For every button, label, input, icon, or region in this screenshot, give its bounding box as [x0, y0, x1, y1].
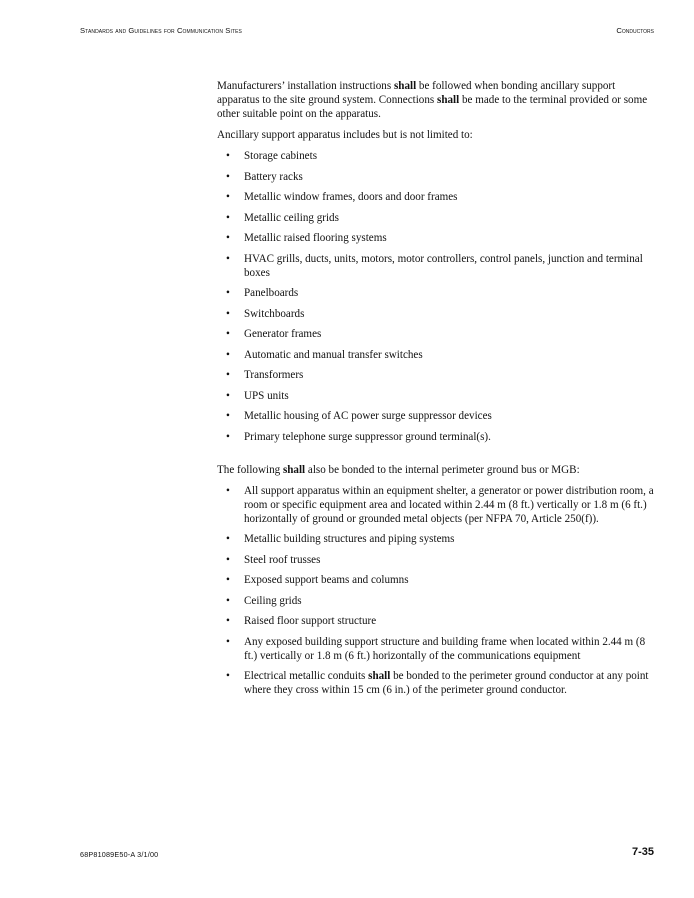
- list-item: [217, 553, 655, 567]
- intro-paragraph: [217, 79, 655, 121]
- header-document-title: Standards and Guidelines for Communication Sites: [80, 26, 242, 35]
- intro-shall-1: shall: [393, 80, 417, 92]
- lead-in-shall: shall: [282, 463, 306, 476]
- list1-lead-in: Ancillary support apparatus includes but is not limited to:: [217, 129, 473, 141]
- list-item: [217, 635, 655, 663]
- list-item-text: Metallic housing of AC power surge suppressor devices: [244, 410, 492, 422]
- bullet-icon: •: [226, 574, 230, 586]
- header-section-title: Conductors: [616, 26, 654, 35]
- list-item: [217, 669, 655, 697]
- list-item-text: be bonded to the perimeter ground conductor at any point where they cross within 15 cm (6 in.) of the perimeter ground conductor.: [244, 670, 649, 696]
- list-item-text: Panelboards: [244, 287, 299, 299]
- list-item: [217, 348, 655, 362]
- list-item-text: Automatic and manual transfer switches: [244, 348, 423, 361]
- bullet-icon: •: [226, 287, 230, 299]
- bullet-icon: •: [226, 369, 230, 381]
- list-item-text: Electrical metallic conduits: [244, 670, 369, 682]
- bullet-icon: •: [226, 170, 230, 183]
- bullet-icon: •: [226, 348, 230, 361]
- bullet-icon: •: [226, 150, 230, 162]
- bullet-icon: •: [226, 389, 230, 402]
- bullet-icon: •: [226, 553, 230, 566]
- list-item-text: Any exposed building support structure and building frame when located within 2.44 m (8 ft.) vertically or 1.8 m (6 ft.) horizontally of the communications equipment: [244, 635, 646, 662]
- list-item-text: Exposed support beams and columns: [244, 574, 409, 586]
- list-item-text: Storage cabinets: [244, 150, 318, 162]
- list-item-text: Switchboards: [244, 307, 305, 320]
- list-item: [217, 327, 655, 341]
- list-item: [217, 149, 655, 163]
- list-item: [217, 286, 655, 300]
- ancillary-apparatus-list: [217, 149, 655, 444]
- list-item: [217, 170, 655, 184]
- bullet-icon: •: [226, 232, 230, 244]
- list-item: [217, 614, 655, 628]
- list-item: [217, 368, 655, 382]
- lead-in-text: also be bonded to the internal perimeter ground bus or MGB:: [305, 463, 580, 476]
- intro-shall-2: shall: [437, 94, 460, 106]
- list-item-text: All support apparatus within an equipment shelter, a generator or power distribution room, a room or specific equipment area and located within 2.44 m (8 ft.) vertically or 1.8 m (6 ft.) horizontally of ground or grounded metal objects (per NFPA 70, Article 250(f)).: [244, 484, 654, 525]
- list-item: [217, 252, 655, 280]
- list-item-text: UPS units: [244, 389, 289, 402]
- list-item: [217, 484, 655, 526]
- section-spacer: [217, 451, 655, 463]
- intro-text: be followed when bonding ancillary support apparatus to the site ground system. Connections: [217, 80, 616, 106]
- list-item-text: Steel roof trusses: [244, 553, 321, 566]
- bullet-icon: •: [226, 430, 230, 443]
- list-item: [217, 389, 655, 403]
- list-item-text: Generator frames: [244, 328, 322, 340]
- bullet-icon: •: [226, 594, 230, 607]
- list-item-text: Primary telephone surge suppressor ground terminal(s).: [244, 430, 491, 443]
- list-item: [217, 594, 655, 608]
- bonding-items-list: [217, 484, 655, 698]
- list-item: [217, 190, 655, 204]
- bullet-icon: •: [226, 328, 230, 340]
- list-item-text: HVAC grills, ducts, units, motors, motor controllers, control panels, junction and terminal boxes: [244, 252, 643, 279]
- list-item-text: Battery racks: [244, 170, 303, 183]
- bullet-icon: •: [226, 484, 230, 497]
- bullet-icon: •: [226, 307, 230, 320]
- list-item-text: Ceiling grids: [244, 594, 302, 607]
- list-item-text: Metallic raised flooring systems: [244, 232, 387, 244]
- footer-document-id: 68P81089E50-A 3/1/00: [80, 850, 159, 859]
- list-item: [217, 409, 655, 423]
- list-item: [217, 307, 655, 321]
- bullet-icon: •: [226, 615, 230, 627]
- list2-lead-in: [217, 463, 655, 477]
- list-item: [217, 430, 655, 444]
- list-item-text: Metallic ceiling grids: [244, 211, 339, 224]
- list-item-text: Metallic window frames, doors and door frames: [244, 191, 458, 203]
- list-item-text: Raised floor support structure: [244, 615, 377, 627]
- bullet-icon: •: [226, 410, 230, 422]
- page-number: 7-35: [631, 846, 654, 858]
- intro-text: be made to the terminal provided or some other suitable point on the apparatus.: [217, 94, 648, 120]
- bullet-icon: •: [226, 533, 230, 545]
- list-item-shall: shall: [368, 670, 391, 682]
- bullet-icon: •: [226, 635, 230, 648]
- bullet-icon: •: [226, 670, 230, 682]
- lead-in-text: The following: [217, 463, 283, 476]
- page-header: [80, 26, 654, 40]
- list-item: [217, 532, 655, 546]
- main-content: [217, 79, 655, 704]
- list-item: [217, 573, 655, 587]
- bullet-icon: •: [226, 211, 230, 224]
- list-item: [217, 231, 655, 245]
- list-item-text: Transformers: [244, 369, 304, 381]
- intro-text: Manufacturers’ installation instructions: [217, 80, 394, 92]
- bullet-icon: •: [226, 191, 230, 203]
- list-item-text: Metallic building structures and piping systems: [244, 533, 455, 545]
- bullet-icon: •: [226, 252, 230, 265]
- list-item: [217, 211, 655, 225]
